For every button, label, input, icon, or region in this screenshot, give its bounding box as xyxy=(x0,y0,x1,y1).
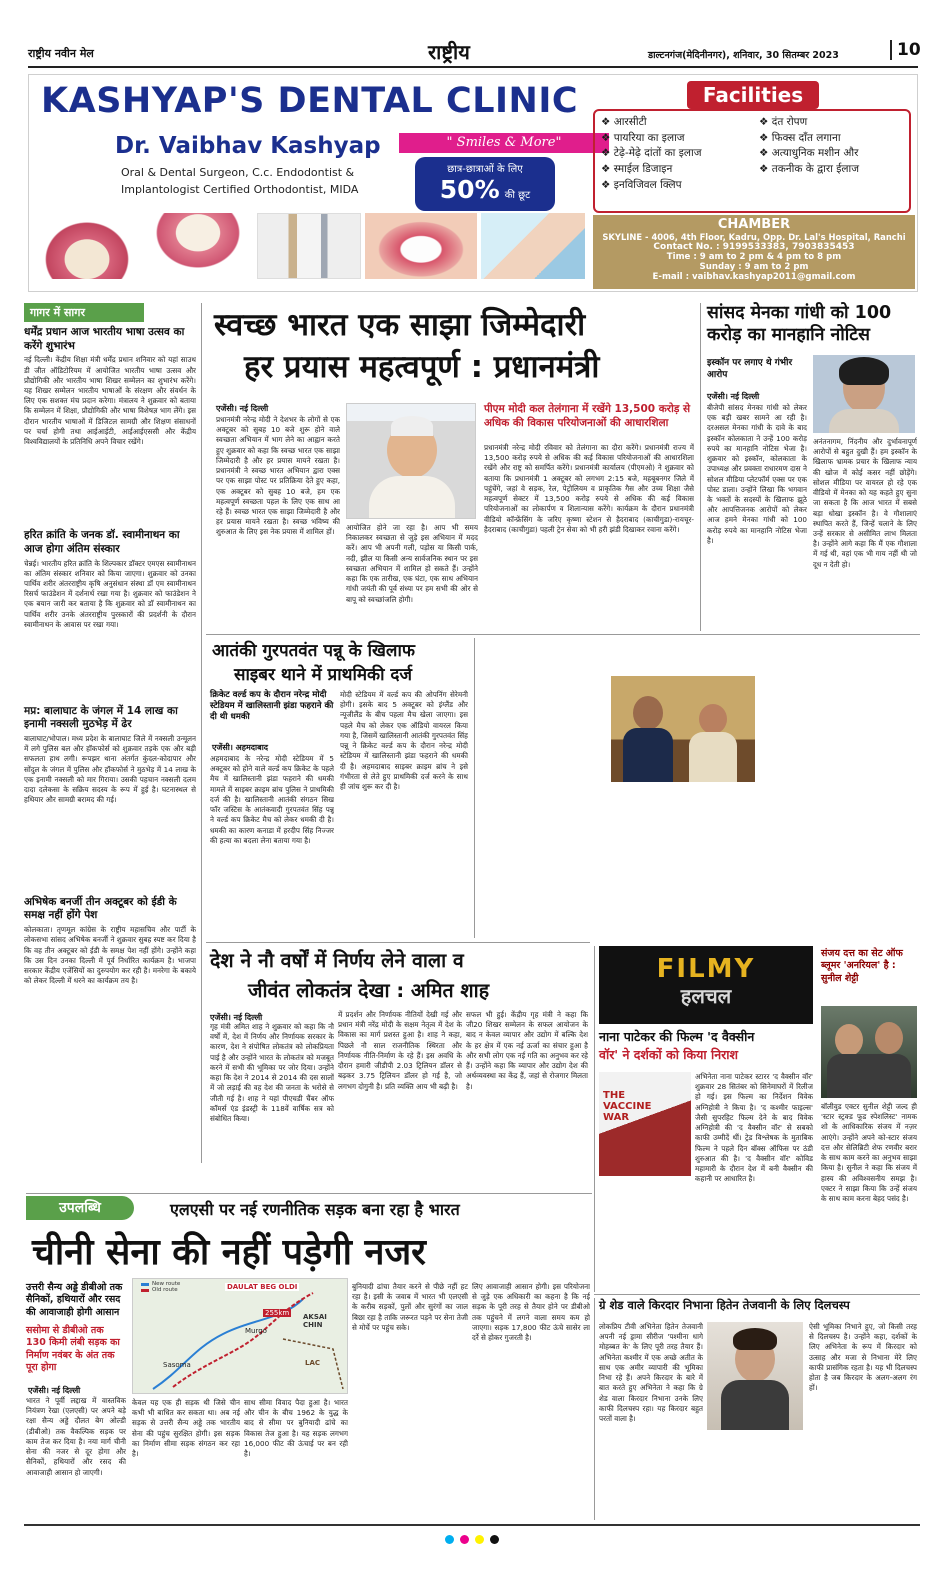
pannu-byline: एजेंसी। अहमदाबाद xyxy=(212,743,269,752)
nss-story xyxy=(474,638,920,938)
divider xyxy=(206,634,920,635)
lead-headline-1: स्वच्छ भारत एक साझा जिम्मेदारी xyxy=(214,307,586,343)
nss-awardee-names xyxy=(611,786,757,934)
pannu-body-1: अहमदाबाद के नरेन्द्र मोदी स्टेडियम में 5 अक्टूबर को होने वाले वर्ल्ड कप क्रिकेट के पहले मैच में खालिस्तानी झंडा फहराने की धमकी मामले में साइबर क्राइम ब्रांच पुलिस ने प्राथमिकी दर्ज की है। खालिस्तानी आतंकी संगठन सिख फॉर जस्टिस के आतंकवादी गुरपतवंत सिंह पन्नू ने वर्ल्ड कप क्रिकेट मैच को लेकर धमकी दी है। धमकी का कारण कनाडा में हरदीप सिंह निज्जर की हत्या का बदला लेना बताया गया है। xyxy=(210,754,334,845)
telangana-headline: पीएम मोदी कल तेलंगाना में रखेंगे 13,500 करोड़ से अधिक की विकास परियोजनाओं की आधारशिला xyxy=(484,403,691,429)
page-number: 10 xyxy=(890,40,921,60)
smile-image xyxy=(365,213,477,279)
brief-headline-2: हरित क्रांति के जनक डॉ. स्वामीनाथन का आज होगा अंतिम संस्कार xyxy=(24,529,180,555)
pannu-kicker: क्रिकेट वर्ल्ड कप के दौरान नरेन्द्र मोदी स्टेडियम में खालिस्तानी झंडा फहराने की दी थी धमकी xyxy=(210,690,334,723)
pannu-headline-2: साइबर थाने में प्राथमिकी दर्ज xyxy=(234,665,413,685)
maneka-body-1: बीजेपी सांसद मेनका गांधी को लेकर एक बड़ी खबर सामने आ रही है। दरअसल मेनका गांधी के दावे के बाद इस्कॉन कोलकाता ने उन्हें 100 करोड़ रुपये का मानहानि नोटिस भेजा है। शुक्रवार को इस्कॉन, कोलकाता के उपाध्यक्ष और प्रवक्ता राधारमण दास ने सोशल मीडिया प्लेटफॉर्म एक्स पर एक पोस्ट डाला। उन्होंने लिखा कि भगवान के भक्तों के सदस्यों के खिलाफ झूठे और आपत्तिजनक आरोपों को लेकर आज हमने मेनका गांधी को 100 करोड़ रुपये का मानहानि नोटिस भेजा है। xyxy=(707,403,807,545)
pannu-story xyxy=(208,638,470,938)
hiten-body-2: ऐसी भूमिका निभाने हुए, जो किसी तरह से दिलचस्प है। उन्होंने कहा, दर्शकों के लिए अभिनेता के रूप में किरदार को उत्साह और मजा से निभाना मेरे लिए काफी प्रासंगिक रहता है। यह भी दिलचस्प होता है जब किरदार के अलग-अलग रंग हों। xyxy=(809,1322,917,1393)
divider xyxy=(26,1193,592,1194)
clinic-timings: Time : 9 am to 2 pm & 4 pm to 8 pm xyxy=(666,252,842,262)
offer-percent: 50% xyxy=(439,175,500,204)
offer-line: छात्र-छात्राओं के लिए xyxy=(447,164,523,175)
facility-item: ❖ आरसीटी xyxy=(601,116,647,128)
award-ceremony-photo xyxy=(611,676,755,782)
facility-item: ❖ तकनीक के द्वारा ईलाज xyxy=(759,163,860,176)
doctor-name: Dr. Vaibhav Kashyap xyxy=(115,133,381,159)
brief-headline-3: मप्र: बालाघाट के जंगल में 14 लाख का इनामी नक्सली मुठभेड़ में ढेर xyxy=(24,704,178,731)
lac-side-note-1: उत्तरी सैन्य अड्डे डीबीओ तक सैनिकों, हथियारों और रसद की आवाजाही होगी आसान xyxy=(26,1282,123,1318)
lac-byline: एजेंसी। नई दिल्ली xyxy=(28,1386,81,1395)
brief-headline-1: धर्मेंद्र प्रधान आज भारतीय भाषा उत्सव का करेंगे शुभारंभ xyxy=(24,326,185,352)
facility-item: ❖ दंत रोपण xyxy=(759,116,808,128)
lac-body-4: बुनियादी ढांचा तैयार करने से पीछे नहीं हट रहा है। इसी के जवाब में भारत भी एलएसी के करीब सड़कों, पुलों और सुरंगों का जाल बिछा रहा है ताकि जरूरत पड़ने पर सेना तेजी से मोर्चे पर पहुंच सके। xyxy=(352,1282,468,1332)
lac-map-graphic xyxy=(133,1279,348,1394)
lac-body-1: भारत ने पूर्वी लद्दाख में वास्तविक नियंत्रण रेखा (एलएसी) पर अपने बड़े रक्षा सैन्य अड्डे दौलत बेग ओल्डी (डीबीओ) तक वैकल्पिक सड़क पर काम तेज कर दिया है। नया मार्ग चीनी सेना की नजर से दूर होगा और सैनिकों, हथियारों और रसद की आवाजाही आसान हो जाएगी। xyxy=(26,1396,126,1477)
facility-item: ❖ टेढ़े-मेढ़े दांतों का इलाज xyxy=(601,147,702,160)
nss-body-1 xyxy=(483,686,605,934)
nss-body-2 xyxy=(763,676,917,934)
hiten-tejwani-photo xyxy=(707,1322,803,1430)
maneka-byline: एजेंसी। नई दिल्ली xyxy=(707,392,760,401)
brief-body-3: बालाघाट/भोपाल। मध्य प्रदेश के बालाघाट जिले में नक्सली उन्मूलन में लगे पुलिस बल और हॉकफोर्स को शुक्रवार तड़के एक और बड़ी सफलता हाथ लगी। रूपझर थाना अंतर्गत कुंदल-कोदापार और सोंदुल के जंगल में पुलिस और हॉकफोर्स ने मुठभेड़ में 14 लाख के एक इनामी नक्सली को मार गिराया। उसकी पहचान नक्सली दलम दादा दलेकसा के सक्रिय सदस्य के रूप में हुई है। घटनास्थल से हथियार और सामग्री बरामद की गई। xyxy=(24,733,196,805)
sunday-timings: Sunday : 9 am to 2 pm xyxy=(699,262,809,272)
filmy-logo-text: FILMY xyxy=(656,954,756,984)
lac-map xyxy=(132,1278,348,1394)
lead-body-continued: आयोजित होने जा रहा है। आप भी समय निकालकर स्वच्छता से जुड़े इस अभियान में मदद करें। आप भी अपनी गली, पड़ोस या किसी पार्क, नदी, झील या किसी अन्य सार्वजनिक स्थान पर इस स्वच्छता अभियान में शामिल हो सकते हैं। उन्होंने कहा कि एक तारीख, एक घंटा, एक साथ अभियान गांधी जयंती की पूर्व संध्या पर हम सभी की ओर से बापू को स्वच्छांजलि होगी। xyxy=(346,523,478,604)
facility-item: ❖ इनविजिवल क्लिप xyxy=(601,178,682,191)
left-column xyxy=(24,303,202,1163)
lac-headline: चीनी सेना की नहीं पड़ेगी नजर xyxy=(32,1232,426,1273)
shah-headline-2: जीवंत लोकतंत्र देखा : अमित शाह xyxy=(248,979,490,1002)
offer-suffix: की छूट xyxy=(504,190,531,201)
doctor-qualifications-2: Implantologist Certified Orthodontist, MIDA xyxy=(121,183,359,196)
map-aksai-label: AKSAI CHIN xyxy=(303,1313,327,1329)
shah-body-2: में प्रदर्शन और निर्णायक नीतियों देखी गई और प्रधान मंत्री नरेंद्र मोदी के सक्षम नेतृत्व में देश के विकास का मार्ग प्रशस्त हुआ है। शाह ने कहा, पिछले नौ साल राजनीतिक स्थिरता और निर्णायक नीति-निर्माण के रहे हैं। इस अवधि के दौरान हमारी जीडीपी 2.03 ट्रिलियन डॉलर से बढ़कर 3.75 ट्रिलियन डॉलर हो गई है, जो लगभग दोगुनी है। प्रति व्यक्ति आय भी बढ़ी है। xyxy=(338,1010,462,1091)
lead-story xyxy=(208,303,694,631)
lac-body-3: साथ सीमा विवाद पैदा हुआ है। भारत और चीन के बीच 1962 के युद्ध के बाद से सीमा पर बुनियादी ढांचे का विकास तेज हुआ है। यह सड़क लगभग 16,000 फीट की ऊंचाई पर बन रही है। xyxy=(244,1398,348,1459)
map-lac-label: LAC xyxy=(305,1359,321,1367)
lac-tag: उपलब्धि xyxy=(26,1196,134,1220)
lead-headline-2: हर प्रयास महत्वपूर्ण : प्रधानमंत्री xyxy=(244,349,600,385)
facility-item: ❖ फिक्स दाँत लगाना xyxy=(759,131,841,144)
map-legend-new: New route xyxy=(152,1281,181,1287)
pm-modi-photo xyxy=(346,403,476,519)
vaccine-war-headline-1: नाना पाटेकर की फिल्म 'द वैक्सीन xyxy=(599,1029,755,1044)
masthead xyxy=(28,36,921,68)
filmy-logo-subtext: हलचल xyxy=(680,984,732,1008)
lac-body-5: लिए आवाजाही आसान होगी। इस परियोजना से जुड़े एक अधिकारी का कहना है कि नई सड़क के पूरी तरह से तैयार होने पर डीबीओ तक पहुंचने में लगने वाला समय कम हो जाएगा। सड़क 17,800 फीट ऊंचे सासेर ला दर्रे से होकर गुजरती है। xyxy=(472,1282,590,1343)
implant-image xyxy=(257,213,361,279)
brief-body-1: नई दिल्ली। केंद्रीय शिक्षा मंत्री धर्मेंद्र प्रधान शनिवार को यहां साउथ डी जीत ऑडिटोरियम में आयोजित भारतीय भाषा उत्सव और प्रौद्योगिकी और भारतीय भाषा शिखर सम्मेलन का शुभारंभ करेंगे। यह शिखर सम्मेलन भारतीय भाषाओं के संरक्षण और संवर्धन के लिए एक सशक्त मंच प्रदान करेगा। मंत्रालय ने शुक्रवार को बताया कि सम्मेलन में शिक्षा, प्रौद्योगिकी और भाषा विशेषज्ञ भाग लेंगे। इस दौरान भारतीय भाषाओं में डिजिटल सामग्री और शिक्षण संसाधनों पर चर्चा होगी तथा आईआईटी, आईआईएससी और केंद्रीय विश्वविद्यालयों के प्रतिनिधि अपने विचार रखेंगे। xyxy=(24,355,196,447)
tagline: " Smiles & More" xyxy=(399,133,609,153)
lead-byline: एजेंसी। नई दिल्ली xyxy=(216,404,269,413)
maneka-body-2: अनंतनागम, निंदनीय और दुर्भावनापूर्ण आरोपों से बहुत दुखी हैं। हम इस्कॉन के खिलाफ भ्रामक प्रचार के खिलाफ न्याय की खोज में कोई कसर नहीं छोड़ेंगे। सोशल मीडिया पर वायरल हो रहे एक वीडियो में मेनका को यह कहते हुए सुना जा सकता है कि आज भारत में सबसे बड़ा धोखा इस्कॉन है। वे गौशालाएं स्थापित करते हैं, जिन्हें चलाने के लिए उन्हें सरकार से असीमित लाभ मिलता है। उन्होंने आगे कहा कि मैं एक गौशाला में गई थी, वहां एक भी गाय नहीं थी जो दूध न देती हो। xyxy=(813,437,917,569)
footer-bar xyxy=(24,1524,920,1538)
clinic-name: KASHYAP'S DENTAL CLINIC xyxy=(41,81,579,121)
divider xyxy=(206,942,590,943)
facility-item: ❖ स्माईल डिजाइन xyxy=(601,163,673,176)
vaccine-war-headline-2: वॉर' ने दर्शकों को किया निराश xyxy=(599,1047,738,1062)
sanjay-dutt-body: बॉलीवुड एक्टर सुनील शेट्टी जल्द ही 'स्टार स्ट्रक्ड फूड स्पेशलिस्ट' नामक शो के आधिकारिक संजय में नज़र आएंगे। उन्होंने अपने को-स्टार संजय दत्त और सेलिब्रिटी शेफ रणवीर बरार के साथ काम करने का अनुभव साझा किया है। सुनील ने कहा कि संजय में हास्य की अविश्वसनीय समझ है। एक्टर ने साझा किया कि उन्हें संजय के साथ काम करना बेहद पसंद है। xyxy=(821,1102,917,1203)
telangana-body: प्रधानमंत्री नरेन्द्र मोदी रविवार को तेलंगाना का दौरा करेंगे। प्रधानमंत्री राज्य में 13,500 करोड़ रुपये से अधिक की कई विकास परियोजनाओं की आधारशिला रखेंगे और राष्ट्र को समर्पित करेंगे। प्रधानमंत्री कार्यालय (पीएमओ) ने शुक्रवार को बताया कि प्रधानमंत्री 1 अक्टूबर को लगभग 2:15 बजे, महबूबनगर जिले में पहुंचेंगे, जहां वे सड़क, रेल, पेट्रोलियम व प्राकृतिक गैस और उच्च शिक्षा जैसे महत्वपूर्ण सेक्टर में 13,500 करोड़ रुपये से अधिक की कई विकास परियोजनाओं का लोकार्पण व शिलान्यास करेंगे। कार्यक्रम के दौरान प्रधानमंत्री वीडियो कॉन्फ्रेंसिंग के जरिए कृष्णा स्टेशन से हैदराबाद (काचीगुडा)-रायचूर-हैदराबाद (काचीगुडा) पहली ट्रेन सेवा को भी हरी झंडी दिखाकर रवाना करेंगे। xyxy=(484,443,694,534)
dentures-image xyxy=(35,213,139,279)
map-dbo-label: DAULAT BEG OLDI xyxy=(227,1283,298,1291)
hiten-headline: ग्रे शेड वाले किरदार निभाना हितेन तेजवानी के लिए दिलचस्प xyxy=(599,1298,850,1312)
shah-body-3: सफल भी हुई। केंद्रीय गृह मंत्री ने कहा कि जी20 शिखर सम्मेलन के सफल आयोजन के बाद न केवल व्यापार और उद्योग में बल्कि देश के हर क्षेत्र में एक नई ऊर्जा का संचार हुआ है और सभी लोग एक नई गति का अनुभव कर रहे हैं। उन्होंने कहा कि व्यापार और उद्योग देश की अर्थव्यवस्था का केंद्र हैं, जहां से रोजगार मिलता है। xyxy=(466,1010,588,1091)
vaccine-war-body: अभिनेता नाना पाटेकर स्टारर 'द वैक्सीन वॉर' शुक्रवार 28 सितंबर को सिनेमाघरों में रिलीज हो गई। इस फिल्म का निर्देशन विवेक अग्निहोत्री ने किया है। 'द कश्मीर फाइल्स' जैसी सुपरहिट फिल्म देने के बाद विवेक अग्निहोत्री की 'द वैक्सीन वॉर' से सबको काफी उम्मीदें थीं। ट्रेड विश्लेषक के मुताबिक फिल्म ने पहले दिन बॉक्स ऑफिस पर ठंडी शुरुआत की है। 'द वैक्सीन वॉर' कोविड महामारी के दौरान देश में बनी वैक्सीन की कहानी पर आधारित है। xyxy=(695,1072,813,1184)
maneka-kicker: इस्कॉन पर लगाए थे गंभीर आरोप xyxy=(707,358,793,380)
map-distance-label: 255km xyxy=(265,1309,290,1317)
section-name: राष्ट्रीय xyxy=(428,40,470,64)
divider xyxy=(594,1294,920,1295)
lac-kicker: एलएसी पर नई रणनीतिक सड़क बना रहा है भारत xyxy=(170,1200,460,1219)
brief-body-2: चेन्नई। भारतीय हरित क्रांति के शिल्पकार डॉक्टर एमएस स्वामीनाथन का अंतिम संस्कार शनिवार को किया जाएगा। शुक्रवार को उनका पार्थिव शरीर अंतरराष्ट्रीय कृषि अनुसंधान संस्था डॉ एम स्वामीनाथन रिसर्च फाउंडेशन में दर्शनार्थ रखा गया है। शुक्रवार को फाउंडेशन ने एक बयान जारी कर बताया है कि शुक्रवार को डॉ स्वामीनाथन का पार्थिव शरीर उनके अंतरराष्ट्रीय पुरस्कारों की प्रदर्शनी के दौरान स्वामीनाथन के आवास पर रखा गया। xyxy=(24,558,196,629)
child-patient-image xyxy=(481,213,585,279)
facility-item: ❖ अत्याधुनिक मशीन और xyxy=(759,147,859,160)
student-offer xyxy=(415,157,555,211)
chamber-box xyxy=(593,215,915,289)
shah-headline-1: देश ने नौ वर्षों में निर्णय लेने वाला व xyxy=(210,949,464,972)
brief-body-4: कोलकाता। तृणमूल कांग्रेस के राष्ट्रीय महासचिव और पार्टी के लोकसभा सांसद अभिषेक बनर्जी ने शुक्रवार सुबह स्पष्ट कर दिया है कि वह तीन अक्टूबर को ईडी के समक्ष पेश नहीं होंगे। उन्होंने कहा कि उस दिन उनका दिल्ली में पूर्व निर्धारित कार्यक्रम है। भाजपा सरकार केंद्रीय एजेंसियों का दुरुपयोग कर रही है। मनरेगा के बकाये को लेकर दिल्ली में धरने का कार्यक्रम तय है। xyxy=(24,925,196,986)
shah-body-1: गृह मंत्री अमित शाह ने शुक्रवार को कहा कि नौ वर्षों में, देश में निर्णय और निर्णायक सरकार के कारण, देश ने संपोषित लोकतंत्र को लोकप्रियता पाई है और उन्होंने भारत के लोकतंत्र को मजबूत करने में सभी की भूमिका पर जोर दिया। उन्होंने कहा कि देश ने 2014 से 2014 की दस सालों में जो लड़ाई की वह देश की जनता के भरोसे से जीती गई है। शाह ने यहां पीएचडी चैंबर ऑफ कॉमर्स एंड इंडस्ट्री के 118वें वार्षिक सत्र को संबोधित किया। xyxy=(210,1022,334,1123)
pannu-body-2: मोदी स्टेडियम में वर्ल्ड कप की ओपनिंग सेरेमनी होगी। इसके बाद 5 अक्टूबर को इंग्लैंड और न्यूजीलैंड के बीच पहला मैच खेला जाएगा। इस पहले मैच को लेकर एक ऑडियो वायरल किया गया है, जिसमें खालिस्तानी आतंकी गुरपतवंत सिंह पन्नू ने क्रिकेट वर्ल्ड कप के दौरान नरेन्द्र मोदी स्टेडियम में खालिस्तानी झंडा फहराने की धमकी दी है। अहमदाबाद साइबर क्राइम ब्रांच ने इसे गंभीरता से लेते हुए प्राथमिकी दर्ज करने के साथ ही जांच शुरू कर दी है। xyxy=(340,690,468,791)
facilities-title: Facilities xyxy=(687,81,819,109)
hiten-body-1: लोकप्रिय टीवी अभिनेता हितेन तेजवानी अपनी नई ड्रामा सीरीज 'पश्मीना धागे मोहब्बत के' के लिए पूरी तरह तैयार हैं। अभिनेता कश्मीर में एक अच्छे अतीत के साथ एक अमीर व्यापारी की भूमिका निभा रहे हैं। अपने किरदार के बारे में बात करते हुए अभिनेता ने कहा कि ग्रे शेड वाला किरदार निभाना उनके लिए काफी दिलचस्प रहा। यह किरदार बहुत परतों वाला है। xyxy=(599,1322,703,1423)
facilities-box xyxy=(593,109,911,213)
amit-shah-story xyxy=(208,946,590,1192)
dental-clinic-ad xyxy=(28,74,918,292)
maneka-story xyxy=(700,303,920,631)
contact-numbers: Contact No. : 9199533383, 7903835453 xyxy=(653,242,855,252)
dentures-image-2 xyxy=(143,213,253,279)
chamber-title: CHAMBER xyxy=(717,217,791,232)
maneka-gandhi-photo xyxy=(813,355,915,433)
map-murgo-label: Murgo xyxy=(245,1327,267,1335)
sanjay-dutt-headline: संजय दत्त का सेट ऑफ ब्लूमर 'अनरियल' है : सुनील शेट्टी xyxy=(821,948,903,984)
filmy-logo xyxy=(599,946,813,1024)
section-tag: गागर में सागर xyxy=(24,303,144,322)
clinic-email: E-mail : vaibhav.kashyap2011@gmail.com xyxy=(652,272,856,282)
hiten-story xyxy=(594,1298,920,1520)
map-legend-old: Old route xyxy=(152,1287,178,1293)
pannu-headline-1: आतंकी गुरपतवंत पन्नू के खिलाफ xyxy=(212,641,415,661)
filmy-section xyxy=(594,946,920,1292)
map-sasoma-label: Sasoma xyxy=(163,1361,191,1369)
doctor-qualifications-1: Oral & Dental Surgeon, C.c. Endodontist & xyxy=(121,166,355,179)
facility-item: ❖ पायरिया का इलाज xyxy=(601,131,685,144)
brief-headline-4: अभिषेक बनर्जी तीन अक्टूबर को ईडी के समक्ष नहीं होंगे पेश xyxy=(24,895,177,922)
lac-side-note-2: ससोमा से डीबीओ तक 130 किमी लंबी सड़क का निर्माण नवंबर के अंत तक पूरा होगा xyxy=(26,1325,120,1374)
lead-body: प्रधानमंत्री नरेन्द्र मोदी ने देशभर के लोगों से एक अक्टूबर को सुबह 10 बजे शुरू होने वाले स्वच्छता अभियान में भाग लेने का आह्वान करते हुए शुक्रवार को कहा कि स्वच्छ भारत एक साझा जिम्मेदारी है और हर प्रयास मायने रखता है। प्रधानमंत्री ने स्वच्छ भारत अभियान द्वारा एक्स पर एक साझा पोस्ट पर प्रतिक्रिया देते हुए कहा, एक अक्टूबर को सुबह 10 बजे, हम एक महत्वपूर्ण स्वच्छता पहल के लिए एक साथ आ रहे हैं। स्वच्छ भारत एक साझा जिम्मेदारी है और हर प्रयास मायने रखता है। स्वच्छ भविष्य की शुरुआत के लिए इस नेक प्रयास में शामिल हों। xyxy=(216,415,340,537)
vaccine-war-poster xyxy=(599,1072,691,1176)
sunil-shetty-photo xyxy=(821,1006,917,1098)
chamber-address: SKYLINE - 4006, 4th Floor, Kadru, Opp. Dr. Lal's Hospital, Ranchi xyxy=(602,232,906,242)
paper-name: राष्ट्रीय नवीन मेल xyxy=(28,47,94,60)
dateline: डाल्टनगंज(मेदिनीनगर), शनिवार, 30 सितम्बर 2023 xyxy=(648,50,839,61)
shah-byline: एजेंसी। नई दिल्ली xyxy=(210,1013,263,1022)
maneka-headline: सांसद मेनका गांधी को 100 करोड़ का मानहानि नोटिस xyxy=(707,303,892,345)
poster-title: THE VACCINE WAR xyxy=(603,1090,652,1123)
lac-body-2: केवल यह एक ही सड़क थी जिसे चीन कभी भी बाधित कर सकता था। अब नई सड़क से उत्तरी सैन्य अड्डे तक भारतीय सेना की पहुंच सुरक्षित होगी। इस सड़क का निर्माण सीमा सड़क संगठन कर रहा है। xyxy=(132,1398,240,1459)
